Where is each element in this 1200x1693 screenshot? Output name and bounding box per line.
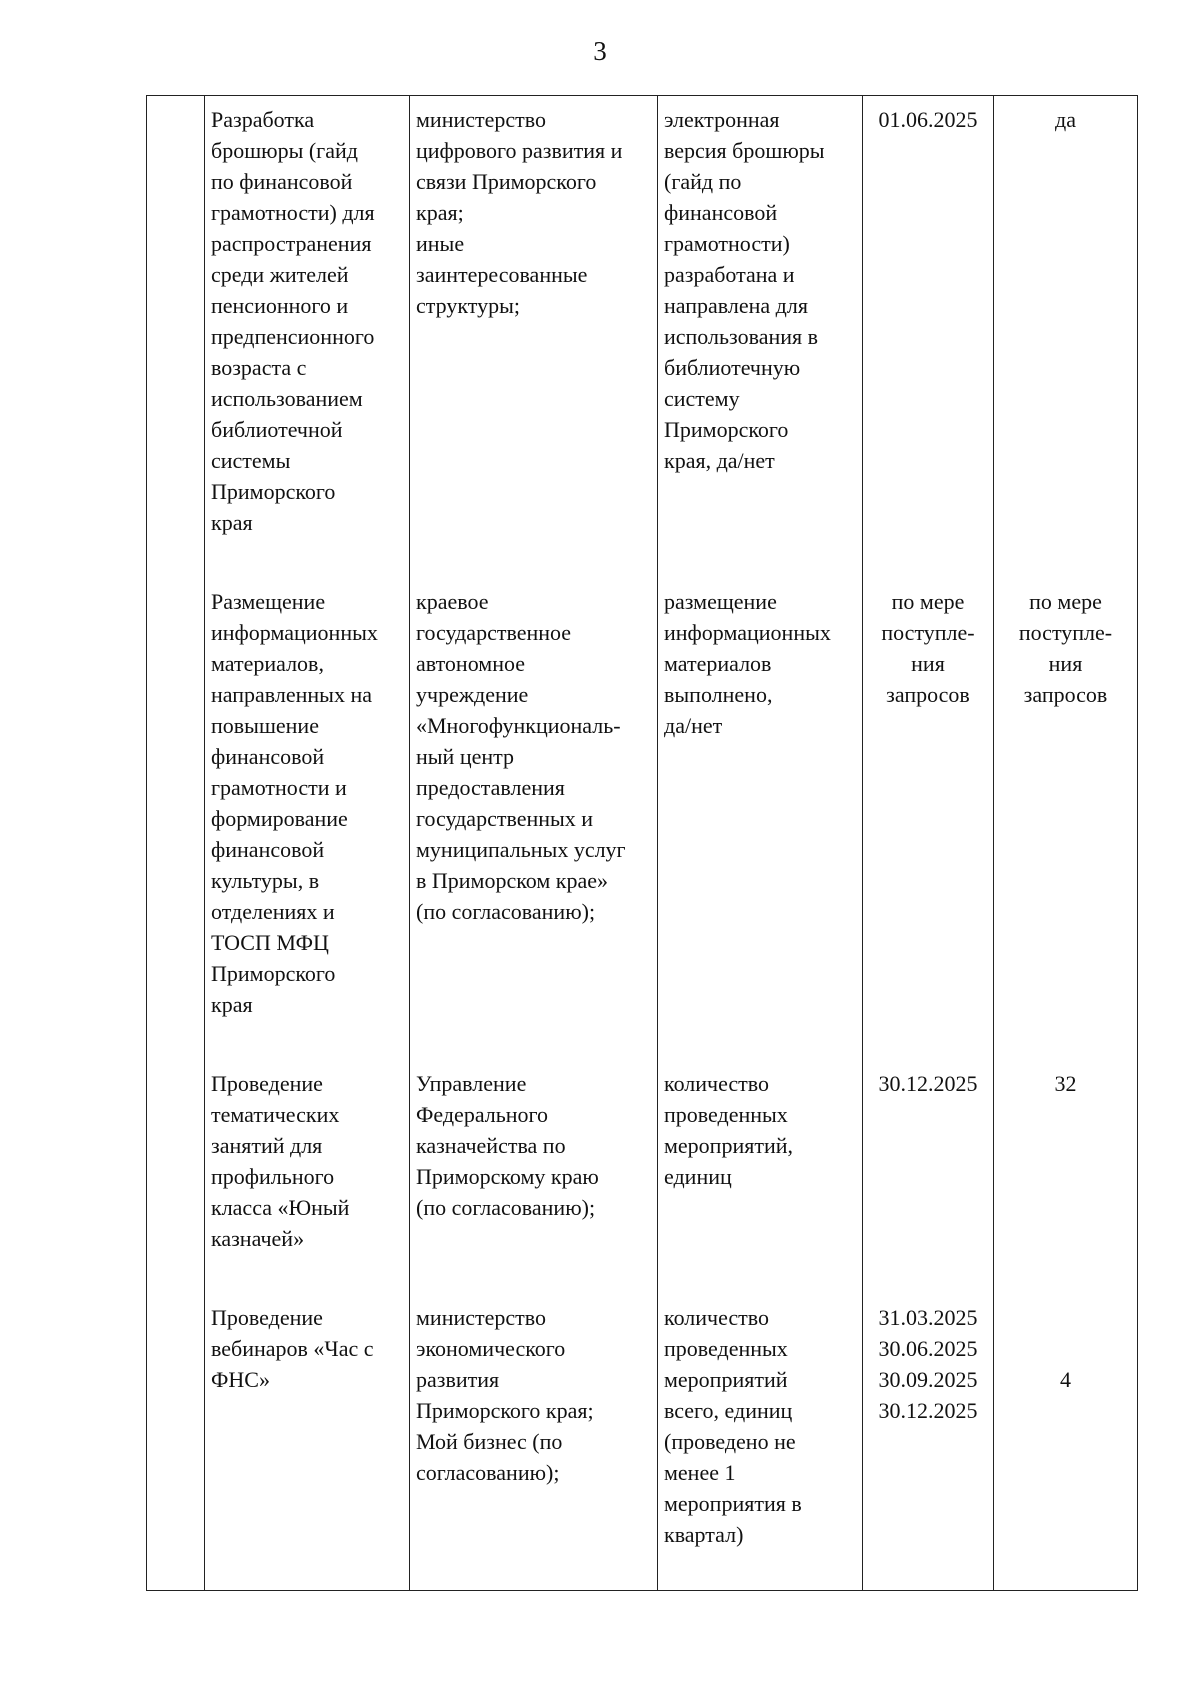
cell-line: 4 — [1060, 1367, 1071, 1392]
measures-table — [146, 95, 1138, 1591]
cell-line: поступле- — [1018, 620, 1113, 645]
cell-line: Приморскому краю — [416, 1164, 599, 1189]
cell-line: цифрового развития и — [416, 138, 623, 163]
cell-line: библиотечной — [211, 417, 343, 442]
cell-line: (гайд по — [664, 169, 742, 194]
deadline-cell — [863, 1060, 994, 1294]
cell-line: библиотечную — [664, 355, 801, 380]
cell-line: менее 1 — [664, 1460, 736, 1485]
table-row — [147, 1060, 1138, 1294]
cell-line: (по согласованию); — [416, 1195, 596, 1220]
responsible-cell — [410, 1060, 658, 1294]
number-cell — [147, 96, 205, 579]
cell-line: всего, единиц — [664, 1398, 793, 1423]
cell-line: согласованию); — [416, 1460, 560, 1485]
cell-line: по мере — [1029, 589, 1102, 614]
cell-line: связи Приморского — [416, 169, 597, 194]
indicator-cell — [658, 96, 863, 579]
cell-line: использованием — [211, 386, 363, 411]
cell-line: краевое — [416, 589, 489, 614]
cell-line: тематических — [211, 1102, 340, 1127]
responsible-cell — [410, 578, 658, 1060]
cell-line: культуры, в — [211, 868, 320, 893]
cell-line: 01.06.2025 — [878, 107, 978, 132]
cell-line: казначейства по — [416, 1133, 566, 1158]
cell-line: автономное — [416, 651, 526, 676]
cell-line: возраста с — [211, 355, 307, 380]
cell-line: поступле- — [881, 620, 975, 645]
cell-line: экономического — [416, 1336, 566, 1361]
cell-line: государственное — [416, 620, 572, 645]
number-cell — [147, 1294, 205, 1591]
event-cell — [205, 1294, 410, 1591]
cell-line: Приморского края; — [416, 1398, 594, 1423]
cell-line: грамотности и — [211, 775, 347, 800]
cell-line: финансовой — [211, 837, 325, 862]
cell-line: 30.06.2025 — [878, 1336, 978, 1361]
cell-line: системы — [211, 448, 291, 473]
cell-line: отделениях и — [211, 899, 335, 924]
cell-line: «Многофункциональ- — [416, 713, 621, 738]
cell-line: структуры; — [416, 293, 520, 318]
cell-line: ФНС» — [211, 1367, 270, 1392]
cell-line: финансовой — [211, 744, 325, 769]
cell-line: по мере — [891, 589, 965, 614]
cell-line: 30.12.2025 — [878, 1398, 978, 1423]
cell-line: иные — [416, 231, 465, 256]
cell-line: проведенных — [664, 1102, 788, 1127]
cell-line: Приморского — [664, 417, 789, 442]
cell-line: финансовой — [664, 200, 778, 225]
cell-line: предпенсионного — [211, 324, 375, 349]
cell-line: запросов — [1023, 682, 1108, 707]
cell-line: Федерального — [416, 1102, 549, 1127]
cell-line: Проведение — [211, 1305, 323, 1330]
cell-line: муниципальных услуг — [416, 837, 626, 862]
cell-line: Мой бизнес (по — [416, 1429, 563, 1454]
cell-line: министерство — [416, 107, 547, 132]
cell-line: ный центр — [416, 744, 515, 769]
value-cell — [994, 1294, 1138, 1591]
cell-line: версия брошюры — [664, 138, 825, 163]
cell-line: повышение — [211, 713, 319, 738]
number-cell — [147, 1060, 205, 1294]
cell-line: ния — [1048, 651, 1083, 676]
page-number: 3 — [593, 36, 607, 66]
cell-line: Приморского — [211, 479, 336, 504]
cell-line: пенсионного и — [211, 293, 349, 318]
cell-line: мероприятий — [664, 1367, 788, 1392]
cell-line — [1000, 1333, 1131, 1364]
cell-line: вебинаров «Час с — [211, 1336, 374, 1361]
cell-line: да — [1055, 107, 1076, 132]
cell-line: формирование — [211, 806, 348, 831]
cell-line: по финансовой — [211, 169, 353, 194]
deadline-cell — [863, 96, 994, 579]
event-cell — [205, 1060, 410, 1294]
cell-line: брошюры (гайд — [211, 138, 358, 163]
cell-line: количество — [664, 1071, 770, 1096]
cell-line: 30.12.2025 — [878, 1071, 978, 1096]
cell-line: грамотности) для — [211, 200, 375, 225]
cell-line: единиц — [664, 1164, 732, 1189]
cell-line: материалов, — [211, 651, 324, 676]
cell-line: края, да/нет — [664, 448, 775, 473]
cell-line: информационных — [211, 620, 378, 645]
cell-line: разработана и — [664, 262, 795, 287]
event-cell — [205, 578, 410, 1060]
cell-line: квартал) — [664, 1522, 744, 1547]
cell-line: запросов — [886, 682, 970, 707]
value-cell — [994, 578, 1138, 1060]
cell-line: выполнено, — [664, 682, 773, 707]
value-cell — [994, 1060, 1138, 1294]
cell-line: занятий для — [211, 1133, 323, 1158]
cell-line: профильного — [211, 1164, 335, 1189]
cell-line: количество — [664, 1305, 770, 1330]
event-cell — [205, 96, 410, 579]
cell-line: мероприятия в — [664, 1491, 802, 1516]
responsible-cell — [410, 96, 658, 579]
cell-line: использования в — [664, 324, 819, 349]
cell-line: государственных и — [416, 806, 594, 831]
cell-line: проведенных — [664, 1336, 788, 1361]
cell-line: 31.03.2025 — [878, 1305, 978, 1330]
cell-line: края; — [416, 200, 464, 225]
cell-line: министерство — [416, 1305, 547, 1330]
table-row — [147, 96, 1138, 579]
indicator-cell — [658, 578, 863, 1060]
cell-line: края — [211, 510, 253, 535]
cell-line — [1000, 1302, 1131, 1333]
cell-line: 32 — [1054, 1071, 1077, 1096]
cell-line: Размещение — [211, 589, 326, 614]
cell-line: да/нет — [664, 713, 723, 738]
cell-line: Разработка — [211, 107, 315, 132]
cell-line: Управление — [416, 1071, 527, 1096]
cell-line: в Приморском крае» — [416, 868, 609, 893]
value-cell — [994, 96, 1138, 579]
cell-line: распространения — [211, 231, 372, 256]
cell-line: ния — [911, 651, 945, 676]
cell-line: мероприятий, — [664, 1133, 794, 1158]
cell-line: учреждение — [416, 682, 529, 707]
cell-line: ТОСП МФЦ — [211, 930, 329, 955]
cell-line: информационных — [664, 620, 831, 645]
cell-line: (проведено не — [664, 1429, 796, 1454]
cell-line: развития — [416, 1367, 500, 1392]
cell-line: направлена для — [664, 293, 808, 318]
cell-line: электронная — [664, 107, 780, 132]
deadline-cell — [863, 1294, 994, 1591]
cell-line: материалов — [664, 651, 772, 676]
deadline-cell — [863, 578, 994, 1060]
cell-line: размещение — [664, 589, 777, 614]
cell-line: (по согласованию); — [416, 899, 596, 924]
cell-line: предоставления — [416, 775, 565, 800]
table-row — [147, 578, 1138, 1060]
cell-line: направленных на — [211, 682, 372, 707]
responsible-cell — [410, 1294, 658, 1591]
indicator-cell — [658, 1294, 863, 1591]
indicator-cell — [658, 1060, 863, 1294]
cell-line: Проведение — [211, 1071, 323, 1096]
cell-line: Приморского — [211, 961, 336, 986]
cell-line: класса «Юный — [211, 1195, 350, 1220]
cell-line: среди жителей — [211, 262, 349, 287]
cell-line: казначей» — [211, 1226, 305, 1251]
cell-line: края — [211, 992, 253, 1017]
number-cell — [147, 578, 205, 1060]
cell-line: систему — [664, 386, 740, 411]
cell-line: 30.09.2025 — [878, 1367, 978, 1392]
table-row — [147, 1294, 1138, 1591]
cell-line: грамотности) — [664, 231, 790, 256]
cell-line: заинтересованные — [416, 262, 588, 287]
